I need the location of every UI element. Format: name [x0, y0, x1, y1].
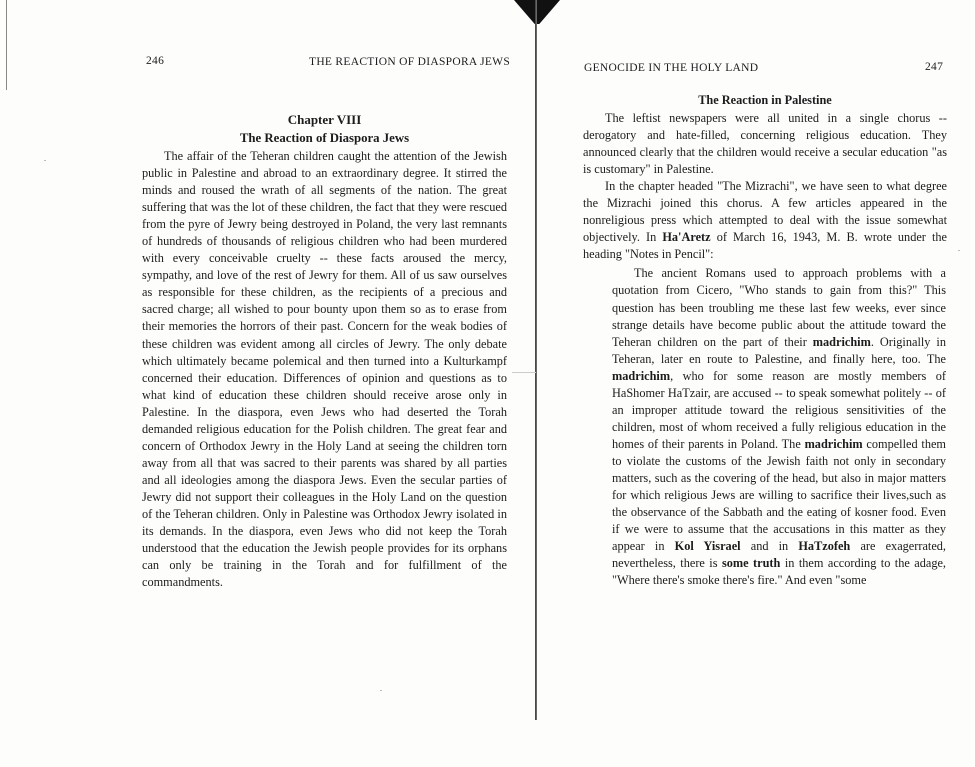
right-paragraph-2 [583, 178, 947, 263]
left-page-body [142, 111, 507, 591]
term-madrichim-1: madrichim [812, 334, 871, 349]
quote-and-in: and in [750, 539, 789, 554]
block-quote [612, 265, 946, 589]
right-page-body [583, 92, 947, 589]
book-gutter [535, 0, 537, 720]
quote-text-d: compelled them to violate the customs of the Jewish faith not only in secondary matters, such as the covering of the head, but also in major matters for which religious Jews are willing to sacrifice their lives,such as the observance of the Sabbath and the eating of kosner food. Even if we were to assume that the accusations in this matter as they appear in [612, 436, 946, 554]
chapter-number: Chapter VIII [287, 112, 362, 127]
scan-artifact [380, 690, 382, 691]
right-page-number: 247 [925, 61, 944, 73]
quote-text-f: in them according to the adage, "Where there's smoke there's fire." And even "some [612, 556, 946, 588]
left-paragraph: The affair of the Teheran children caught the attention of the Jewish public in Palestine and abroad to an extraordinary degree. It stirred the minds and roused the wrath of all segments of the nation. The great suffering that was the lot of these children, the fact that they were rescued from the pyre of Jewry being destroyed in Poland, the very last remnants of hundreds of thousands of religious children who had been murdered with every conceivable cruelty -- these facts aroused the mercy, sympathy, and love of the rest of Jewry for them. All of us saw ourselves as responsible for these children, as the recipients of a precious and sacred charge; all wished to pour bounty upon them so as to erase from their memories the horrors of their past. Concern for the weak bodies of these children was evident among all circles of Jewry. The only debate which ultimately became polemical and then turned into a Kulturkampf concerned their education. Differences of opinion and questions as to what kind of education these children should receive arose only in Palestine. In the diaspora, even Jews who had deserted the Torah demanded religious education for the Polish children. The great fear and concern of Orthodox Jewry in the Holy Land at seeing the children torn away from all that was sacred to their parents was shared by all parties and all ideologies among the diaspora Jews. Even the secular parties of Jewry did not support their colleagues in the Holy Land on the question of the Teheran children. Only in Palestine was Orthodox Jewry isolated in its demands. In the diaspora, even Jews who did not keep the Torah understood that the education the Jewish people provides for its orphans can only be training in the Torah and for fulfillment of the commandments. [142, 149, 507, 590]
term-madrichim-3: madrichim [804, 436, 863, 451]
para2-text: In the chapter headed "The Mizrachi", we have seen to what degree the Mizrachi joined this chorus. A few articles appeared in the nonreligious press which attempted to deal with the issue somewhat objectively. In [583, 179, 947, 245]
phrase-some-truth: some truth [721, 556, 781, 571]
quote-text-e: are exagerrated, nevertheless, there is [612, 539, 947, 571]
left-page-number: 246 [146, 55, 165, 67]
quote-text-c: , who for some reason are mostly members of HaShomer HaTzair, are accused -- to speak somewhat politely -- of an improper attitude toward the religious sensitivities of the children, most of whom received a fully religious education in the homes of their parents in Poland. The [612, 368, 946, 451]
left-running-head: THE REACTION OF DIASPORA JEWS [309, 56, 511, 68]
newspaper-kol-yisrael: Kol Yisrael [674, 539, 741, 554]
quote-text-b: . Originally in Teheran, later en route to Palestine, and finally here, too. The [612, 334, 946, 366]
scan-artifact [512, 372, 536, 373]
quote-paragraph [612, 265, 946, 589]
section-title: The Reaction in Palestine [698, 93, 832, 107]
scan-artifact [958, 250, 960, 251]
page-edge-line [6, 0, 7, 90]
term-madrichim-2: madrichim [612, 368, 671, 383]
para2-end: of March 16, 1943, M. B. wrote under the heading "Notes in Pencil": [583, 230, 948, 262]
right-paragraph-1: The leftist newspapers were all united in a single chorus -- derogatory and hate-filled, concerning religious education. They announced clearly that the children would receive a secular education "as is customary" in Palestine. [583, 111, 947, 177]
newspaper-haaretz: Ha'Aretz [662, 230, 711, 245]
binding-shadow [514, 0, 560, 24]
scan-artifact [44, 160, 46, 161]
chapter-title: The Reaction of Diaspora Jews [239, 131, 410, 145]
newspaper-hatzofeh: HaTzofeh [798, 539, 851, 554]
quote-text-a: The ancient Romans used to approach problems with a quotation from Cicero, "Who stands to gain from this?" This question has been troubling me these last few weeks, ever since strange details have become public about the attitude toward the Teheran children on the part of their [612, 266, 946, 349]
right-running-head: GENOCIDE IN THE HOLY LAND [584, 62, 759, 74]
